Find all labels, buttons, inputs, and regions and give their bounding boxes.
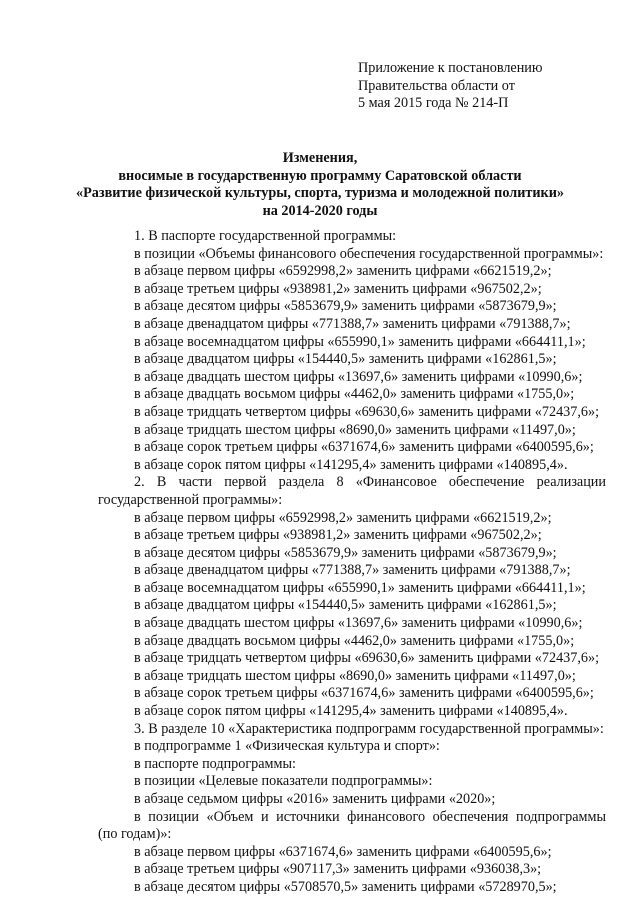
amendment-line: в абзаце восемнадцатом цифры «655990,1» заменить цифрами «664411,1»;: [134, 579, 586, 596]
amendment-line: в абзаце двенадцатом цифры «771388,7» заменить цифрами «791388,7»;: [134, 562, 571, 579]
title-line: «Развитие физической культуры, спорта, туризма и молодежной политики»: [76, 185, 564, 202]
subprogram-line: в позиции «Целевые показатели подпрограммы»:: [134, 773, 433, 790]
amendment-line: в абзаце тридцать шестом цифры «8690,0» заменить цифрами «11497,0»;: [134, 421, 576, 438]
amendment-line: в абзаце сорок третьем цифры «6371674,6» заменить цифрами «6400595,6»;: [134, 685, 594, 702]
amendment-line: в абзаце сорок пятом цифры «141295,4» заменить цифрами «140895,4».: [134, 456, 568, 473]
title-line: на 2014-2020 годы: [262, 202, 378, 219]
section-2-heading-cont: государственной программы»:: [98, 491, 283, 508]
section-2-heading: 2. В части первой раздела 8 «Финансовое обеспечение реализации: [134, 474, 606, 491]
document-body: [98, 228, 606, 897]
amendment-line: в абзаце первом цифры «6371674,6» заменить цифрами «6400595,6»;: [134, 843, 552, 860]
amendment-line: в абзаце сорок пятом цифры «141295,4» заменить цифрами «140895,4».: [134, 703, 568, 720]
amendment-line: в абзаце двенадцатом цифры «771388,7» заменить цифрами «791388,7»;: [134, 315, 571, 332]
amendment-line: в абзаце третьем цифры «938981,2» заменить цифрами «967502,2»;: [134, 527, 542, 544]
section-1-position: в позиции «Объемы финансового обеспечения государственной программы»:: [134, 245, 604, 262]
amendment-line: в абзаце первом цифры «6592998,2» заменить цифрами «6621519,2»;: [134, 263, 552, 280]
amendment-line: в абзаце двадцать шестом цифры «13697,6» заменить цифрами «10990,6»;: [134, 615, 583, 632]
title-line: вносимые в государственную программу Саратовской области: [118, 167, 522, 184]
amendment-line: в абзаце десятом цифры «5708570,5» заменить цифрами «5728970,5»;: [134, 878, 557, 895]
amendment-line: в абзаце двадцатом цифры «154440,5» заменить цифрами «162861,5»;: [134, 597, 557, 614]
amendment-line: в абзаце двадцатом цифры «154440,5» заменить цифрами «162861,5»;: [134, 351, 557, 368]
amendment-line: в абзаце тридцать шестом цифры «8690,0» заменить цифрами «11497,0»;: [134, 667, 576, 684]
appendix-note: [358, 60, 543, 113]
amendment-line: в абзаце третьем цифры «907117,3» заменить цифрами «936038,3»;: [134, 861, 542, 878]
amendment-line: в абзаце десятом цифры «5853679,9» заменить цифрами «5873679,9»;: [134, 544, 557, 561]
amendment-line: в абзаце двадцать шестом цифры «13697,6» заменить цифрами «10990,6»;: [134, 368, 583, 385]
funding-position: в позиции «Объем и источники финансового обеспечения подпрограммы: [134, 808, 606, 825]
amendment-line: в абзаце седьмом цифры «2016» заменить цифрами «2020»;: [134, 791, 496, 807]
amendment-line: в абзаце тридцать четвертом цифры «69630,6» заменить цифрами «72437,6»;: [134, 403, 600, 420]
amendment-line: в абзаце десятом цифры «5853679,9» заменить цифрами «5873679,9»;: [134, 298, 557, 315]
section-3-heading: 3. В разделе 10 «Характеристика подпрограмм государственной программы»:: [134, 720, 604, 737]
section-1-heading: 1. В паспорте государственной программы:: [134, 228, 397, 244]
title-line: Изменения,: [282, 150, 358, 166]
document-title: [0, 150, 640, 220]
amendment-line: в абзаце сорок третьем цифры «6371674,6» заменить цифрами «6400595,6»;: [134, 439, 594, 456]
amendment-line: в абзаце первом цифры «6592998,2» заменить цифрами «6621519,2»;: [134, 509, 552, 526]
appendix-line: 5 мая 2015 года № 214-П: [358, 95, 509, 111]
subprogram-line: в подпрограмме 1 «Физическая культура и спорт»:: [134, 738, 440, 755]
amendment-line: в абзаце двадцать восьмом цифры «4462,0» заменить цифрами «1755,0»;: [134, 386, 575, 403]
amendment-line: в абзаце третьем цифры «938981,2» заменить цифрами «967502,2»;: [134, 280, 542, 297]
amendment-line: в абзаце тридцать четвертом цифры «69630,6» заменить цифрами «72437,6»;: [134, 650, 600, 667]
appendix-line: Приложение к постановлению: [358, 60, 543, 76]
subprogram-line: в паспорте подпрограммы:: [134, 755, 296, 772]
amendment-line: в абзаце двадцать восьмом цифры «4462,0» заменить цифрами «1755,0»;: [134, 632, 575, 649]
amendment-line: в абзаце восемнадцатом цифры «655990,1» заменить цифрами «664411,1»;: [134, 333, 586, 350]
funding-position-cont: (по годам)»:: [98, 826, 172, 843]
appendix-line: Правительства области от: [358, 77, 515, 94]
